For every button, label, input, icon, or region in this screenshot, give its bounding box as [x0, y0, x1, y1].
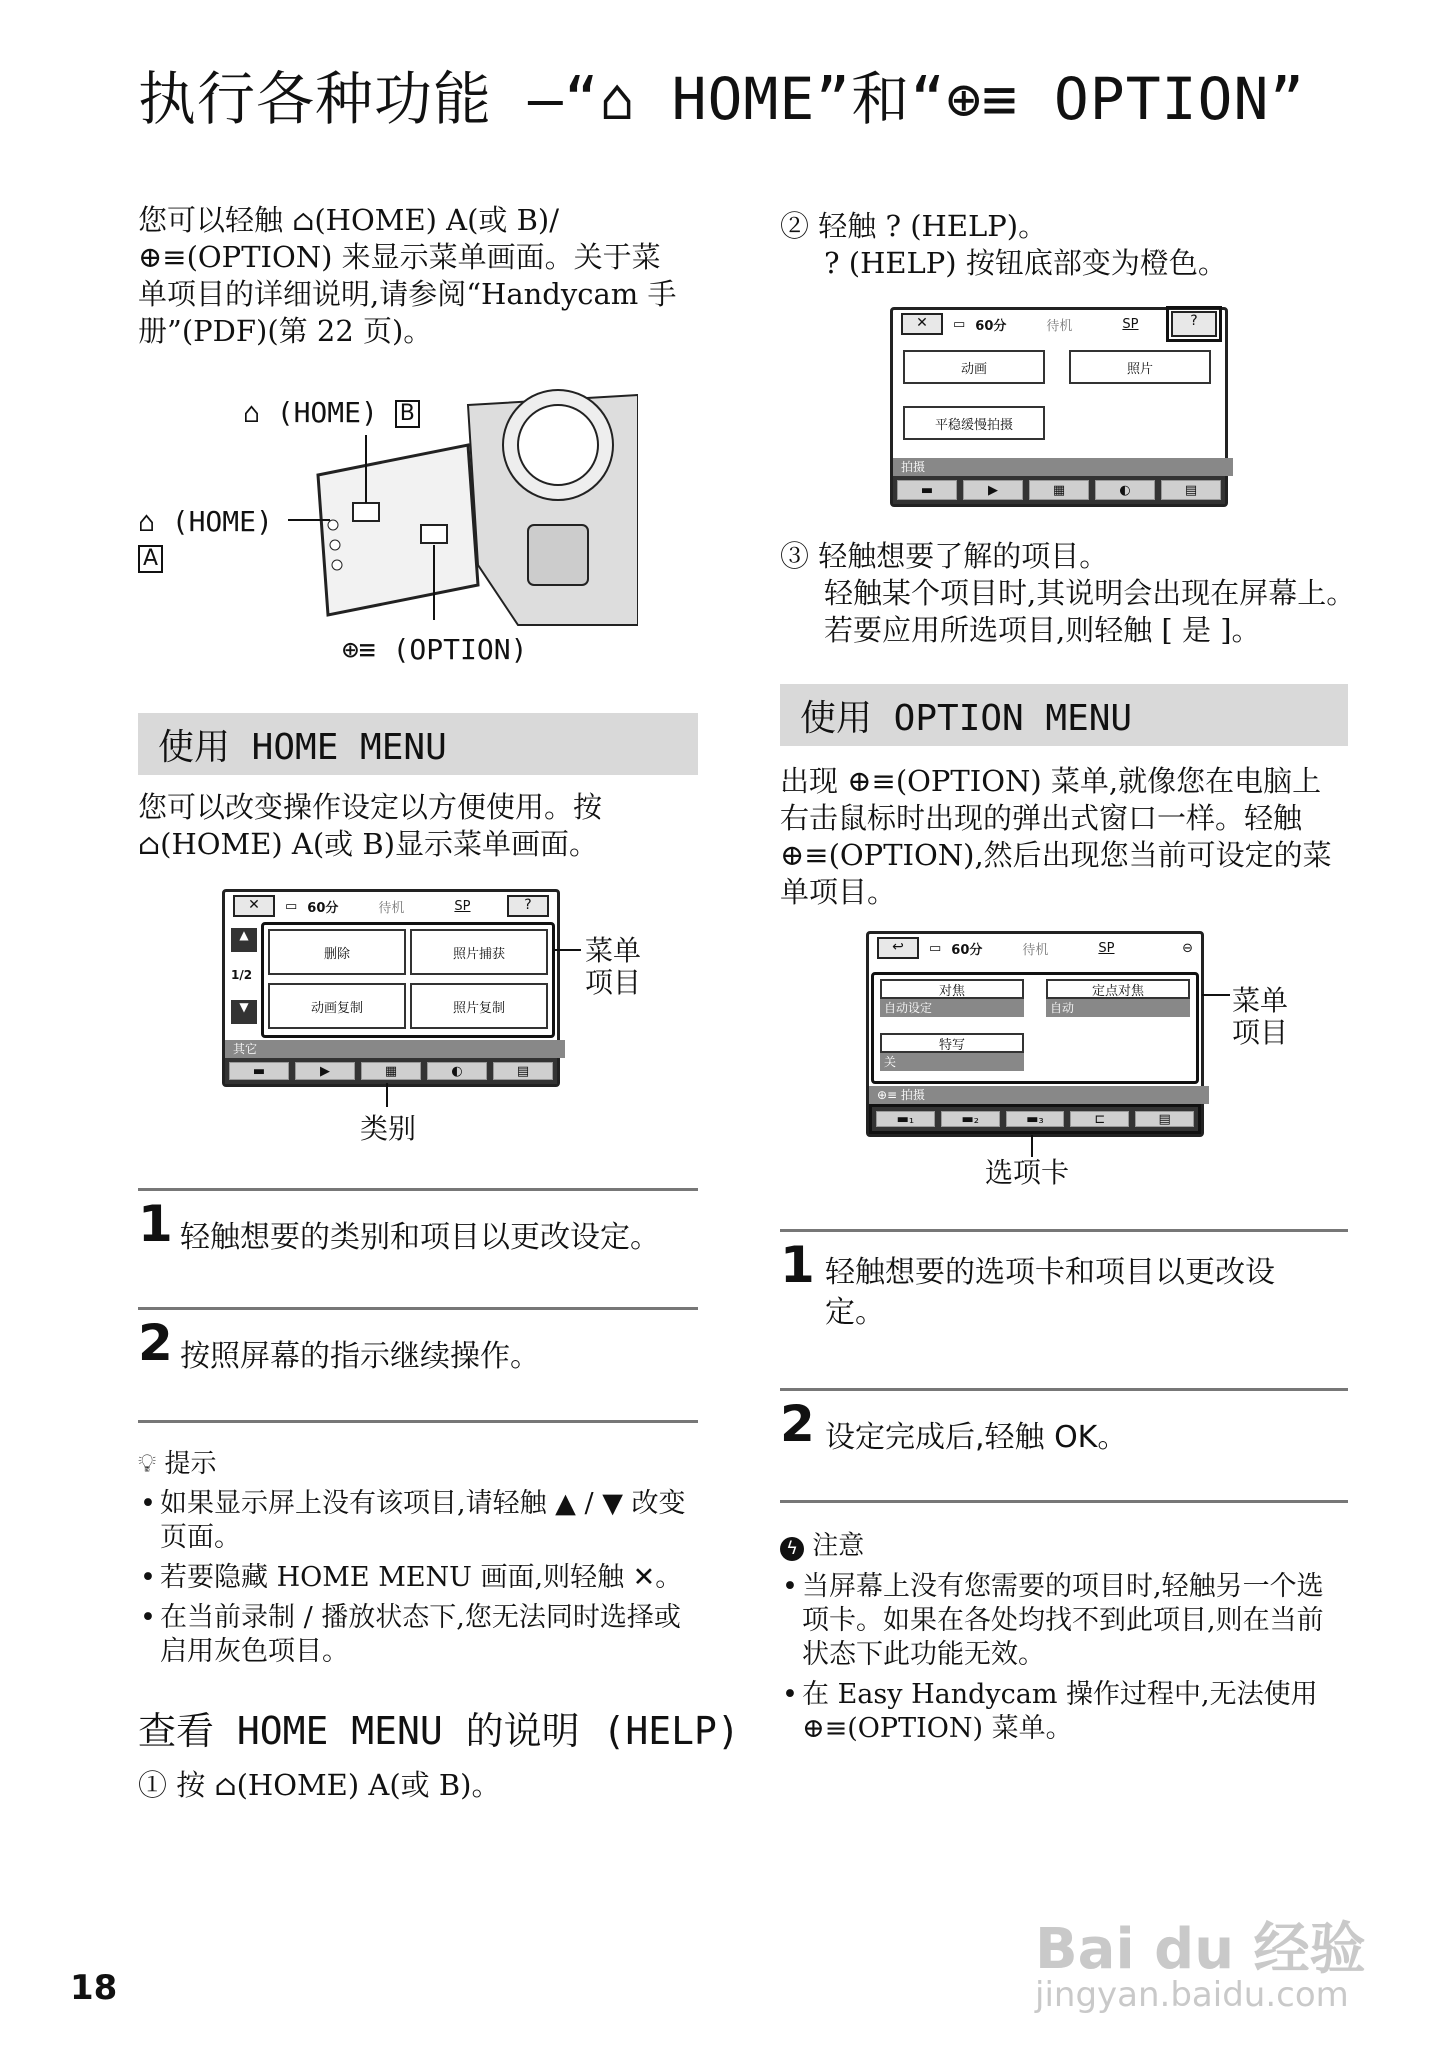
camera-category-icon[interactable]: ▬	[229, 1062, 289, 1080]
divider	[138, 1188, 698, 1191]
callout-line	[385, 1083, 389, 1107]
option-item[interactable]	[1046, 979, 1190, 1019]
help-step2b: ? (HELP) 按钮底部变为橙色。	[824, 246, 1227, 280]
close-button[interactable]: ✕	[233, 895, 275, 917]
close-button[interactable]: ✕	[901, 313, 943, 335]
option-menu-heading: 使用 OPTION MENU	[780, 684, 1348, 746]
category-strip: 其它	[225, 1040, 565, 1058]
step-text: 设定完成后,轻触 OK。	[825, 1420, 1128, 1455]
step-text: 轻触想要的类别和项目以更改设定。	[180, 1220, 660, 1255]
help-button[interactable]: ?	[507, 895, 549, 917]
menu-item[interactable]: 照片	[1069, 350, 1211, 384]
status-text: 待机	[1046, 318, 1073, 334]
option-item-label: 对焦	[880, 979, 1024, 999]
menu-item[interactable]: 照片复制	[410, 983, 548, 1029]
help-step3b: 轻触某个项目时,其说明会出现在屏幕上。若要应用所选项目,则轻触 [ 是 ]。	[824, 576, 1356, 647]
menu-item[interactable]: 平稳缓慢拍摄	[903, 406, 1045, 440]
step-text: 按照屏幕的指示继续操作。	[180, 1339, 540, 1374]
warning-icon: ϟ	[780, 1537, 804, 1561]
divider	[780, 1229, 1348, 1232]
step-number: 2	[138, 1314, 173, 1372]
note-item: • 在 Easy Handycam 操作过程中,无法使用 ⊕≡(OPTION) 菜单。	[780, 1678, 1340, 1746]
step-number: 1	[138, 1195, 173, 1253]
intro-text: 您可以轻触 ⌂(HOME) A(或 B)/ ⊕≡(OPTION) 来显示菜单画面。关于菜单项目的详细说明,请参阅“Handycam 手册”(PDF)(第 22 页)。	[138, 203, 677, 348]
notes-heading: 注意	[812, 1531, 865, 1561]
option-item-value: 自动	[1046, 999, 1190, 1017]
option-item[interactable]	[880, 1033, 1024, 1073]
option-label: (OPTION)	[392, 633, 528, 666]
tip-item: • 如果显示屏上没有该项目,请轻触 ▲ / ▼ 改变页面。	[138, 1487, 698, 1555]
camera-category-icon[interactable]: ▬	[897, 480, 957, 500]
settings-tab-icon[interactable]: ▤	[1135, 1111, 1194, 1127]
battery-remaining: 60分	[975, 318, 1007, 334]
divider	[138, 1420, 698, 1423]
battery-icon: ▭	[929, 940, 942, 956]
option-menu-screen	[866, 931, 1204, 1137]
category-tabbar	[225, 1058, 557, 1084]
memory-icon: ⊖	[1182, 940, 1193, 956]
key-a: A	[138, 545, 163, 573]
play-category-icon[interactable]: ▶	[963, 480, 1023, 500]
notes-list	[780, 1570, 1340, 1752]
camera-tab-3-icon[interactable]: ▬₃	[1006, 1111, 1065, 1127]
help-heading: 查看 HOME MENU 的说明 (HELP)	[138, 1709, 740, 1753]
category-tabbar	[893, 476, 1225, 504]
home-icon: ⌂	[138, 505, 155, 538]
camera-tab-1-icon[interactable]: ▬₁	[876, 1111, 935, 1127]
back-button[interactable]: ↩	[877, 937, 919, 959]
watermark-url: jingyan.baidu.com	[1035, 1975, 1349, 2015]
play-category-icon[interactable]: ▶	[295, 1062, 355, 1080]
category-strip: 拍摄	[893, 458, 1233, 476]
tip-item: • 若要隐藏 HOME MENU 画面,则轻触 ✕。	[138, 1561, 698, 1595]
step-circle-1: ①	[138, 1768, 168, 1802]
page-indicator: 1/2	[231, 968, 253, 982]
page-number: 18	[70, 1968, 118, 2008]
manage-category-icon[interactable]: ◐	[1095, 480, 1155, 500]
menu-item[interactable]: 动画复制	[268, 983, 406, 1029]
menu-item[interactable]: 照片捕获	[410, 929, 548, 975]
option-icon: ⊕≡	[342, 633, 376, 666]
option-menu-desc: 出现 ⊕≡(OPTION) 菜单,就像您在电脑上右击鼠标时出现的弹出式窗口一样。轻触 ⊕≡(OPTION),然后出现您当前可设定的菜单项目。	[780, 764, 1332, 909]
option-strip: ⊕≡ 拍摄	[869, 1086, 1209, 1104]
option-item-value: 关	[880, 1053, 1024, 1071]
battery-icon: ▭	[953, 316, 966, 332]
help-button[interactable]: ?	[1171, 311, 1217, 337]
status-text: 待机	[1022, 942, 1049, 958]
step-circle-2: ②	[780, 209, 810, 243]
home-a-label: (HOME)	[171, 505, 273, 538]
menu-items-group	[871, 972, 1199, 1084]
settings-category-icon[interactable]: ▤	[493, 1062, 553, 1080]
other-category-icon[interactable]: ▦	[1029, 480, 1089, 500]
callout-menu-items: 菜单 项目	[1232, 984, 1289, 1049]
status-text: 待机	[378, 900, 405, 916]
tip-item: • 在当前录制 / 播放状态下,您无法同时选择或启用灰色项目。	[138, 1601, 698, 1669]
home-menu-desc: 您可以改变操作设定以方便使用。按 ⌂(HOME) A(或 B)显示菜单画面。	[138, 790, 603, 861]
home-icon: ⌂	[243, 396, 260, 429]
home-menu-heading: 使用 HOME MENU	[138, 713, 698, 775]
battery-remaining: 60分	[307, 900, 339, 916]
settings-category-icon[interactable]: ▤	[1161, 480, 1221, 500]
manage-category-icon[interactable]: ◐	[427, 1062, 487, 1080]
callout-menu-items: 菜单 项目	[585, 934, 642, 999]
camera-tab-2-icon[interactable]: ▬₂	[941, 1111, 1000, 1127]
help-step1: 按 ⌂(HOME) A(或 B)。	[176, 1768, 501, 1802]
callout-tab: 选项卡	[985, 1156, 1070, 1189]
other-category-icon[interactable]: ▦	[361, 1062, 421, 1080]
page-down-button[interactable]: ▼	[231, 1000, 257, 1024]
page-up-button[interactable]: ▲	[231, 928, 257, 952]
record-mode: SP	[1122, 316, 1139, 332]
divider	[138, 1307, 698, 1310]
help-step2a: 轻触 ? (HELP)。	[818, 209, 1048, 243]
page-title: 执行各种功能 –“⌂ HOME”和“⊕≡ OPTION”	[138, 65, 1306, 133]
setting-tab-icon[interactable]: ⊏	[1070, 1111, 1129, 1127]
menu-item[interactable]: 动画	[903, 350, 1045, 384]
battery-icon: ▭	[285, 898, 298, 914]
key-b: B	[395, 400, 420, 428]
divider	[780, 1500, 1348, 1503]
record-mode: SP	[1098, 940, 1115, 956]
tips-list	[138, 1487, 698, 1675]
step-number: 1	[780, 1236, 815, 1294]
menu-items-group	[261, 922, 555, 1038]
option-item[interactable]	[880, 979, 1024, 1019]
step-text: 轻触想要的选项卡和项目以更改设定。	[825, 1255, 1275, 1330]
watermark-logo: Bai du 经验	[1035, 1917, 1366, 1982]
help-screen	[890, 307, 1228, 507]
callout-bracket	[555, 930, 585, 970]
option-item-value: 自动设定	[880, 999, 1024, 1017]
step-circle-3: ③	[780, 539, 810, 573]
callout-line	[1030, 1135, 1034, 1157]
help-step3a: 轻触想要了解的项目。	[818, 539, 1109, 573]
battery-remaining: 60分	[951, 942, 983, 958]
home-menu-screen	[222, 889, 560, 1087]
callout-bracket	[1202, 985, 1232, 1005]
option-item-label: 特写	[880, 1033, 1024, 1053]
home-b-label: (HOME)	[276, 396, 378, 429]
tips-heading: 提示	[164, 1449, 217, 1479]
record-mode: SP	[454, 898, 471, 914]
option-item-label: 定点对焦	[1046, 979, 1190, 999]
divider	[780, 1388, 1348, 1391]
callout-category: 类别	[360, 1112, 417, 1145]
step-number: 2	[780, 1395, 815, 1453]
option-tabbar	[869, 1104, 1201, 1134]
lightbulb-icon: 💡︎	[138, 1449, 157, 1479]
note-item: • 当屏幕上没有您需要的项目时,轻触另一个选项卡。如果在各处均找不到此项目,则在当前状态下此功能无效。	[780, 1570, 1340, 1672]
menu-item[interactable]: 删除	[268, 929, 406, 975]
